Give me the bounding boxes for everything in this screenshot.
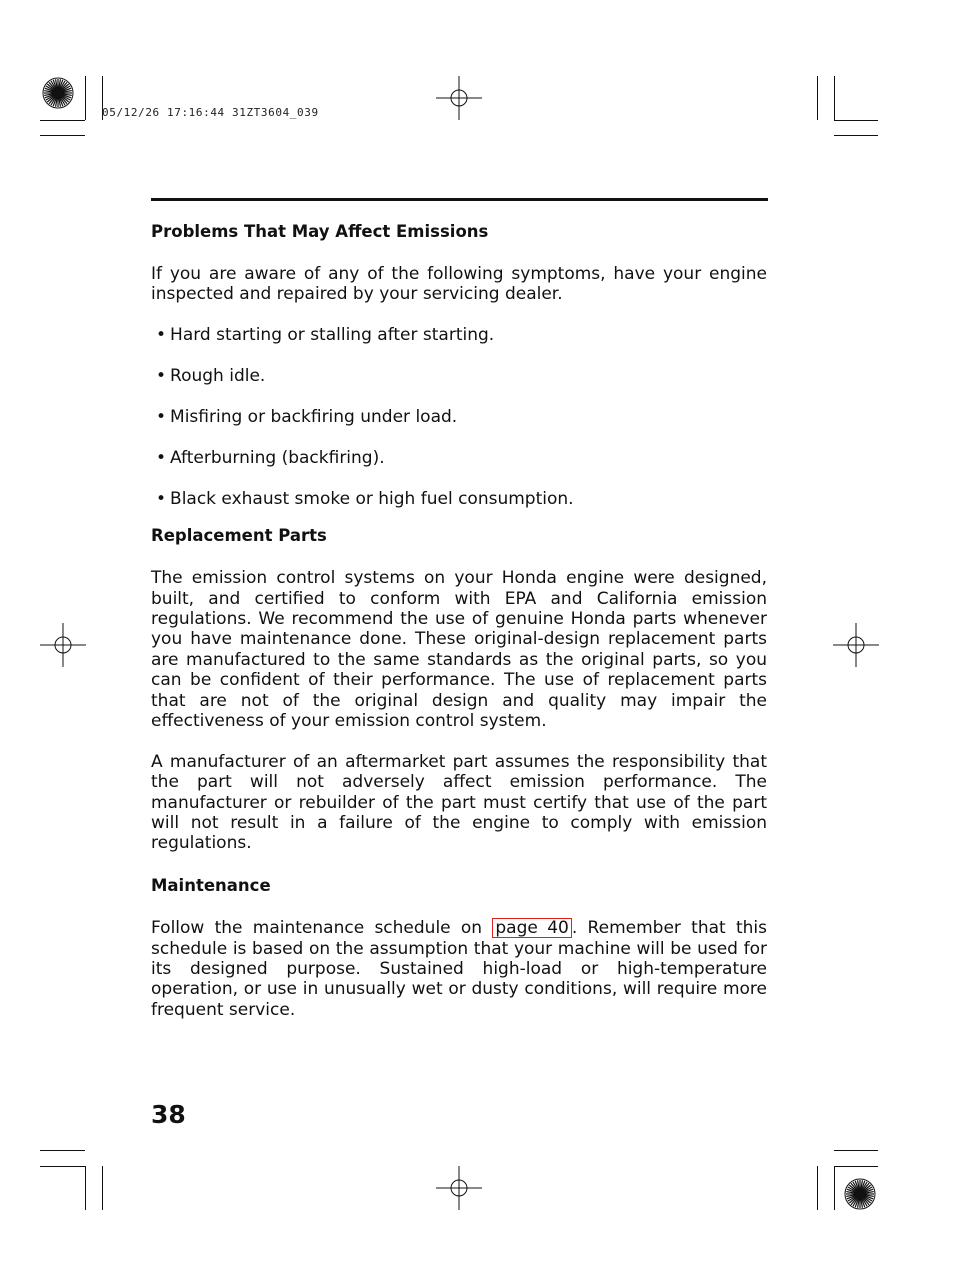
- page-40-link[interactable]: page 40: [492, 918, 572, 938]
- crosshair-right-icon: [833, 623, 879, 667]
- crop-mark-top-right-h: [834, 120, 878, 121]
- symptom-list: [151, 325, 767, 509]
- crop-mark-bottom-right-h2: [834, 1166, 878, 1167]
- registration-sunburst-bottom-right-icon: [843, 1177, 877, 1211]
- list-item: [156, 448, 767, 468]
- list-item: [156, 325, 767, 345]
- list-item-text: Rough idle.: [170, 366, 266, 387]
- maintenance-text-after: . Remember that this schedule is based on the assumption that your machine will be used for its designed purpose. Sustained high-load or high-temperature operation, or use in unusually wet or dusty conditions, will require more frequent service.: [151, 918, 767, 1020]
- crop-mark-bottom-right-v2: [834, 1166, 835, 1210]
- crosshair-left-icon: [40, 623, 86, 667]
- crop-mark-top-left-v: [85, 76, 86, 120]
- crop-mark-top-right-v2: [834, 76, 835, 120]
- bullet-icon: •: [156, 489, 167, 510]
- crop-mark-bottom-right-h: [834, 1150, 878, 1151]
- crop-mark-top-right-v: [817, 76, 818, 120]
- crop-mark-bottom-right-v: [817, 1166, 818, 1210]
- maintenance-paragraph: [151, 918, 767, 1020]
- replacement-paragraph-1: The emission control systems on your Honda engine were designed, built, and certified to conform with EPA and California emission regulations. We recommend the use of genuine Honda parts whenever you have maintenance done. These original-design replacement parts are manufactured to the same standards as the original parts, so you can be confident of their performance. The use of replacement parts that are not of the original design and quality may impair the effectiveness of your emission control system.: [151, 568, 767, 732]
- crop-mark-top-left-h: [40, 120, 85, 121]
- crop-mark-top-right-h2: [834, 135, 878, 136]
- list-item: [156, 407, 767, 427]
- crosshair-bottom-icon: [436, 1166, 482, 1210]
- crop-mark-bottom-left-v: [85, 1166, 86, 1210]
- section-heading-replacement: Replacement Parts: [151, 526, 327, 546]
- list-item: [156, 489, 767, 509]
- list-item-text: Misfiring or backfiring under load.: [170, 407, 458, 428]
- bullet-icon: •: [156, 366, 167, 387]
- top-rule: [151, 198, 768, 201]
- list-item-text: Afterburning (backfiring).: [170, 448, 385, 469]
- crop-mark-bottom-left-v2: [102, 1166, 103, 1210]
- page-number: 38: [151, 1100, 186, 1129]
- crop-mark-bottom-left-h2: [40, 1166, 85, 1167]
- section-heading-emissions: Problems That May Affect Emissions: [151, 222, 489, 241]
- emissions-intro: If you are aware of any of the following symptoms, have your engine inspected and repaired by your servicing dealer.: [151, 264, 767, 305]
- page-content: [151, 220, 767, 1041]
- crop-mark-bottom-left-h: [40, 1150, 85, 1151]
- bullet-icon: •: [156, 407, 167, 428]
- registration-sunburst-top-left-icon: [41, 76, 75, 110]
- crosshair-top-icon: [436, 76, 482, 120]
- print-stamp: 05/12/26 17:16:44 31ZT3604_039: [102, 106, 319, 119]
- replacement-paragraph-2: A manufacturer of an aftermarket part assumes the responsibility that the part will not adversely affect emission performance. The manufacturer or rebuilder of the part must certify that use of the part will not result in a failure of the engine to comply with emission regulations.: [151, 751, 767, 854]
- maintenance-text-before: Follow the maintenance schedule on: [151, 918, 493, 939]
- list-item: [156, 366, 767, 386]
- bullet-icon: •: [156, 448, 167, 469]
- list-item-text: Black exhaust smoke or high fuel consumption.: [170, 489, 574, 510]
- section-heading-maintenance: Maintenance: [151, 876, 271, 896]
- crop-mark-top-left-h2: [40, 135, 85, 136]
- bullet-icon: •: [156, 325, 167, 346]
- list-item-text: Hard starting or stalling after starting.: [170, 325, 495, 346]
